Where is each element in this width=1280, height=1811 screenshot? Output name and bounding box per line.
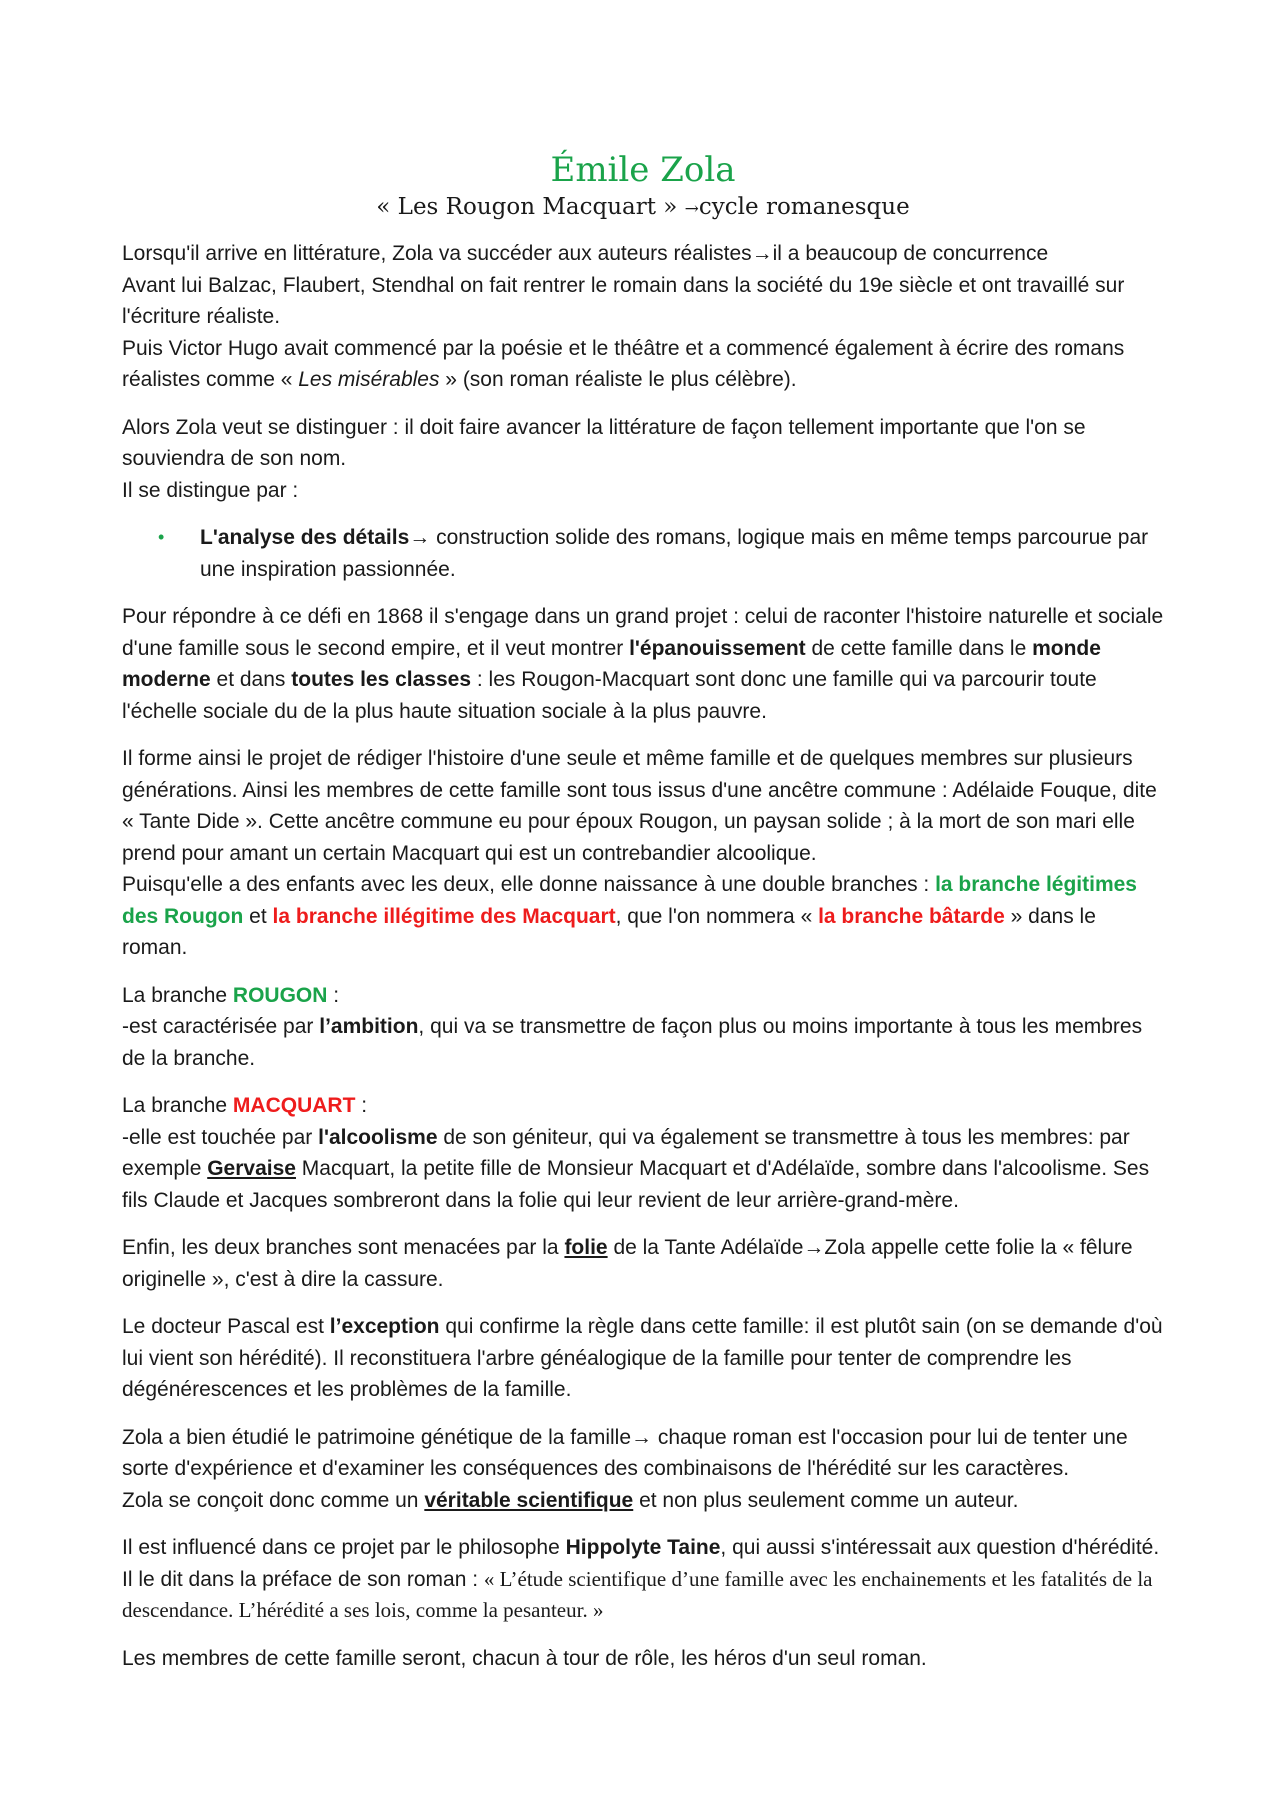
subtitle-rest: cycle romanesque: [698, 194, 910, 220]
intro-line-3: [122, 333, 1164, 396]
rougon-paragraph: [122, 980, 1164, 1075]
bullet-bold: L'analyse des détails: [200, 526, 410, 549]
family-text-d: » dans le roman.: [122, 904, 1096, 959]
macquart-paragraph: [122, 1090, 1164, 1216]
document-page: [122, 148, 1164, 1690]
science-paragraph: [122, 1422, 1164, 1517]
distinguish-paragraph: [122, 412, 1164, 507]
intro-line-2: Avant lui Balzac, Flaubert, Stendhal on fait rentrer le romain dans la société du 19e siècle et ont travaillé sur l'écriture réaliste.: [122, 273, 1125, 328]
science-line-1: Zola a bien étudié le patrimoine génétique de la famille→ chaque roman est l'occasion pour lui de tenter une sorte d'expérience et d'examiner les conséquences des combinaisons de l'hérédité sur les caractères.: [122, 1425, 1128, 1480]
project-paragraph: [122, 601, 1164, 727]
project-bold-1: l'épanouissement: [629, 636, 806, 660]
subtitle-main: « Les Rougon Macquart »: [376, 194, 678, 220]
family-line-2: [122, 869, 1164, 964]
folie-text-b: de la Tante Adélaïde→Zola appelle cette folie la « fêlure originelle », c'est à dire la cassure.: [122, 1236, 1133, 1291]
rougon-heading: [122, 980, 1164, 1012]
family-text-a: Puisqu'elle a des enfants avec les deux, elle donne naissance à une double branches :: [122, 873, 936, 896]
pascal-paragraph: [122, 1311, 1164, 1406]
macquart-bold: l'alcoolisme: [318, 1125, 438, 1149]
taine-quote: « L’étude scientifique d’une famille avec les enchainements et les fatalités de la descendance. L’hérédité a ses lois, comme la pesanteur. »: [122, 1566, 1153, 1622]
macquart-label: La branche: [122, 1094, 233, 1117]
bullet-icon: •: [158, 527, 165, 547]
rougon-label: La branche: [122, 983, 233, 1007]
project-text-g: : les Rougon-Macquart sont donc une famille qui va parcourir toute l'échelle sociale du de la plus haute situation sociale à la plus pauvre.: [122, 668, 1097, 723]
gervaise-name: Gervaise: [207, 1157, 296, 1180]
macquart-text-b: de son géniteur, qui va également se transmettre à tous les membres: par exemple: [122, 1125, 1130, 1180]
scientist-phrase: véritable scientifique: [424, 1488, 634, 1512]
family-text-b: et: [243, 904, 273, 928]
science-text-b: et non plus seulement comme un auteur.: [633, 1488, 1019, 1512]
closing-paragraph: Les membres de cette famille seront, chacun à tour de rôle, les héros d'un seul roman.: [122, 1646, 927, 1670]
arrow-icon: →: [684, 199, 699, 219]
macquart-colon: :: [355, 1094, 368, 1117]
macquart-branch-highlight: la branche illégitime des Macquart: [272, 904, 616, 928]
rougon-text-b: , qui va se transmettre de façon plus ou moins importante à tous les membres de la branche.: [122, 1015, 1143, 1070]
page-subtitle: [122, 192, 1164, 224]
bullet-text: → construction solide des romans, logique mais en même temps parcourue par une inspiration passionnée.: [200, 526, 1149, 581]
bastard-branch-highlight: la branche bâtarde: [818, 904, 1005, 928]
intro-line-1: Lorsqu'il arrive en littérature, Zola va succéder aux auteurs réalistes→il a beaucoup de concurrence: [122, 242, 1049, 265]
macquart-text-a: -elle est touchée par: [122, 1125, 319, 1149]
intro-line-3-text: Puis Victor Hugo avait commencé par la poésie et le théâtre et a commencé également à écrire des romans réalistes comme «: [122, 336, 1125, 391]
rougon-branch-highlight: la branche légitimes des Rougon: [122, 873, 1137, 928]
bullet-list: [122, 522, 1164, 585]
list-item: [158, 522, 1164, 585]
book-title: Les misérables: [298, 368, 440, 391]
page-title: Émile Zola: [550, 150, 736, 190]
pascal-bold: l’exception: [329, 1315, 440, 1338]
taine-text-a: Il est influencé dans ce projet par le philosophe: [122, 1536, 566, 1559]
project-text-e: et dans: [210, 668, 292, 691]
distinguish-line-1: Alors Zola veut se distinguer : il doit faire avancer la littérature de façon tellement importante que l'on se souviendra de son nom.: [122, 415, 1086, 470]
rougon-name: ROUGON: [232, 983, 328, 1007]
folie-word: folie: [564, 1236, 608, 1259]
taine-text-b: , qui aussi s'intéressait aux question d'hérédité. Il le dit dans la préface de son roman :: [122, 1536, 1160, 1591]
project-bold-2: monde moderne: [122, 636, 1101, 691]
macquart-heading: [122, 1090, 1164, 1122]
project-text-c: de cette famille dans le: [805, 636, 1033, 660]
science-line-2: [122, 1485, 1164, 1517]
project-text-a: Pour répondre à ce défi en 1868 il s'engage dans un grand projet : celui de raconter l'histoire naturelle et sociale d'une famille sous le second empire, et il veut montrer: [122, 605, 1164, 660]
family-paragraph: [122, 743, 1164, 964]
rougon-colon: :: [327, 983, 340, 1007]
rougon-bold: l’ambition: [319, 1015, 419, 1038]
science-text-a: Zola se conçoit donc comme un: [122, 1488, 425, 1512]
folie-paragraph: [122, 1232, 1164, 1295]
macquart-text: [122, 1122, 1164, 1217]
distinguish-line-2: Il se distingue par :: [122, 478, 299, 502]
pascal-text-b: qui confirme la règle dans cette famille: il est plutôt sain (on se demande d'où lui vient son hérédité). Il reconstituera l'arbre généalogique de la famille pour tenter de comprendre les dégénérescences et les problèmes de la famille.: [122, 1315, 1163, 1401]
rougon-text: [122, 1011, 1164, 1074]
rougon-text-a: -est caractérisée par: [122, 1015, 320, 1038]
macquart-name: MACQUART: [232, 1094, 356, 1117]
macquart-text-c: Macquart, la petite fille de Monsieur Macquart et d'Adélaïde, sombre dans l'alcoolisme. Ses fils Claude et Jacques sombreront dans la folie qui leur revient de leur arrière-grand-mère.: [122, 1157, 1150, 1212]
family-text-c: , que l'on nommera «: [615, 904, 819, 928]
folie-text-a: Enfin, les deux branches sont menacées par la: [122, 1236, 565, 1259]
family-line-1: Il forme ainsi le projet de rédiger l'histoire d'une seule et même famille et de quelques membres sur plusieurs générations. Ainsi les membres de cette famille sont tous issus d'une ancêtre commune : Adélaide Fouque, dite « Tante Dide ». Cette ancêtre commune eu pour époux Rougon, un paysan solide ; à la mort de son mari elle prend pour amant un certain Macquart qui est un contrebandier alcoolique.: [122, 747, 1157, 865]
taine-name: Hippolyte Taine: [565, 1536, 721, 1559]
intro-paragraph: [122, 238, 1164, 396]
intro-line-3-end: » (son roman réaliste le plus célèbre).: [439, 368, 797, 391]
project-bold-3: toutes les classes: [291, 668, 472, 691]
pascal-text-a: Le docteur Pascal est: [122, 1315, 330, 1338]
taine-paragraph: [122, 1532, 1164, 1627]
